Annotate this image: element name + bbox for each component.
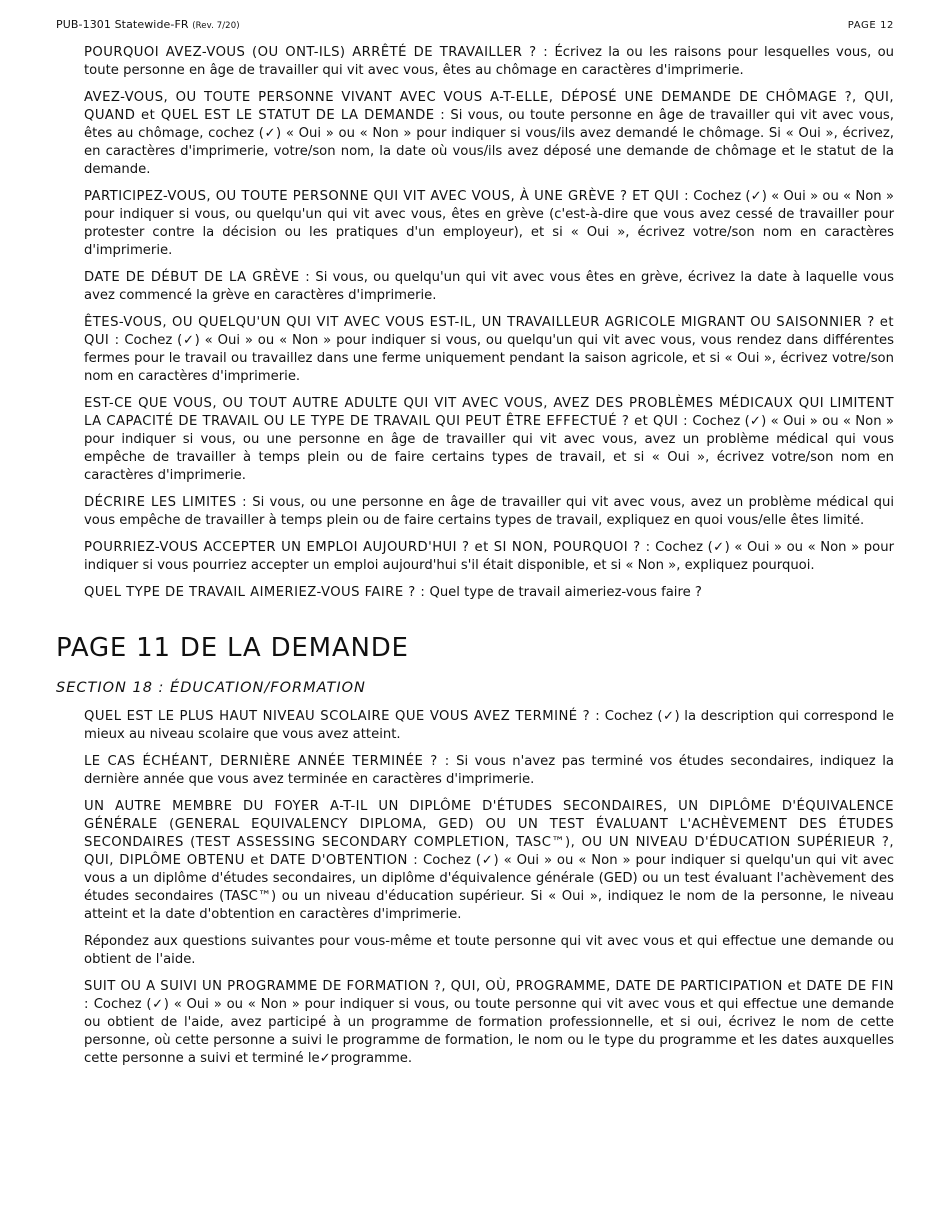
question-label: LE CAS ÉCHÉANT, DERNIÈRE ANNÉE TERMINÉE ? : — [84, 754, 450, 769]
continued-instructions — [84, 44, 894, 602]
instruction-paragraph — [84, 314, 894, 386]
question-instruction: Cochez (✓) « Oui » ou « Non » pour indiquer si vous, ou quelqu'un qui vit avec vous, êtes en grève (c'est-à-dire que vous avez cessé de travailler pour protester contre la décision ou les pratiques d'un employeur), et si « Oui », écrivez votre/son nom en caractères d'imprimerie. — [84, 189, 894, 258]
instruction-paragraph — [84, 269, 894, 305]
instruction-paragraph — [84, 933, 894, 969]
instruction-paragraph — [84, 708, 894, 744]
question-instruction: Cochez (✓) « Oui » ou « Non » pour indiquer si vous, ou une personne en âge de travailler qui vit avec vous, avez un problème médical qui vous empêche de travailler à temps plein ou de faire certains types de travail, et si « Oui », écrivez votre/son nom en caractères d'imprimerie. — [84, 414, 894, 483]
question-label: EST-CE QUE VOUS, OU TOUT AUTRE ADULTE QUI VIT AVEC VOUS, AVEZ DES PROBLÈMES MÉDICAUX QUI LIMITENT LA CAPACITÉ DE TRAVAIL OU LE TYPE DE TRAVAIL QUI PEUT ÊTRE EFFECTUÉ ? et QUI : — [84, 396, 894, 429]
question-instruction: Si vous n'avez pas terminé vos études secondaires, indiquez la dernière année que vous avez terminée en caractères d'imprimerie. — [84, 754, 894, 787]
question-instruction: Répondez aux questions suivantes pour vous-même et toute personne qui vit avec vous et qui effectue une demande ou obtient de l'aide. — [84, 934, 894, 967]
question-instruction: Cochez (✓) « Oui » ou « Non » pour indiquer si quelqu'un qui vit avec vous a un diplôme d'études secondaires, un diplôme d'équivalence générale (GED) ou un test évaluant l'achèvement des études secondaires (TASC™) ou un niveau d'éducation supérieur. Si « Oui », indiquez le nom de la personne, le niveau atteint et la date d'obtention en caractères d'imprimerie. — [84, 853, 894, 922]
question-label: QUEL EST LE PLUS HAUT NIVEAU SCOLAIRE QUE VOUS AVEZ TERMINÉ ? : — [84, 709, 601, 724]
question-label: AVEZ-VOUS, OU TOUTE PERSONNE VIVANT AVEC VOUS A-T-ELLE, DÉPOSÉ UNE DEMANDE DE CHÔMAGE ?, QUI, QUAND et QUEL EST LE STATUT DE LA DEMANDE : — [84, 90, 894, 123]
question-instruction: Quel type de travail aimeriez-vous faire ? — [425, 585, 702, 600]
document-id — [56, 18, 240, 31]
section-title: SECTION 18 : ÉDUCATION/FORMATION — [56, 680, 366, 696]
question-instruction: Cochez (✓) « Oui » ou « Non » pour indiquer si vous, ou quelqu'un qui vit avec vous, vous rendez dans différentes fermes pour le travail ou travaillez dans une ferme uniquement pendant la saison agricole, et si « Oui », écrivez votre/son nom en caractères d'imprimerie. — [84, 333, 894, 384]
instruction-paragraph — [84, 753, 894, 789]
question-instruction: Si vous, ou toute personne en âge de travailler qui vit avec vous, êtes au chômage, cochez (✓) « Oui » ou « Non » pour indiquer si vous/ils avez demandé le chômage. Si « Oui », écrivez, en caractères d'imprimerie, votre/son nom, la date où vous/ils avez déposé une demande de chômage et le statut de la demande. — [84, 108, 894, 177]
question-instruction: Cochez (✓) « Oui » ou « Non » pour indiquer si vous pourriez accepter un emploi aujourd'hui s'il était disponible, et si « Non », expliquez pourquoi. — [84, 540, 894, 573]
instruction-paragraph — [84, 395, 894, 485]
question-label: UN AUTRE MEMBRE DU FOYER A-T-IL UN DIPLÔME D'ÉTUDES SECONDAIRES, UN DIPLÔME D'ÉQUIVALENCE GÉNÉRALE (GENERAL EQUIVALENCY DIPLOMA, GED) OU UN TEST ÉVALUANT L'ACHÈVEMENT DES ÉTUDES SECONDAIRES (TEST ASSESSING SECONDARY COMPLETION, TASC™), OU UN NIVEAU D'ÉDUCATION SUPÉRIEUR ?, QUI, DIPLÔME OBTENU et DATE D'OBTENTION : — [84, 799, 894, 868]
instruction-paragraph — [84, 978, 894, 1068]
instruction-paragraph — [84, 44, 894, 80]
instruction-paragraph — [84, 494, 894, 530]
instruction-paragraph — [84, 188, 894, 260]
instruction-paragraph — [84, 89, 894, 179]
question-instruction: Écrivez la ou les raisons pour lesquelles vous, ou toute personne en âge de travailler qui vit avec vous, êtes au chômage en caractères d'imprimerie. — [84, 45, 894, 78]
question-instruction: Si vous, ou quelqu'un qui vit avec vous êtes en grève, écrivez la date à laquelle vous avez commencé la grève en caractères d'imprimerie. — [84, 270, 894, 303]
question-label: DÉCRIRE LES LIMITES : — [84, 495, 248, 510]
section-18-instructions — [84, 708, 894, 1068]
doc-code: PUB-1301 Statewide-FR — [56, 18, 189, 31]
question-label: DATE DE DÉBUT DE LA GRÈVE : — [84, 270, 311, 285]
doc-revision: (Rev. 7/20) — [192, 21, 240, 31]
question-instruction: Cochez (✓) « Oui » ou « Non » pour indiquer si vous, ou toute personne qui vit avec vous et qui effectue une demande ou obtient de l'aide, avez participé à un programme de formation professionnelle, et si oui, écrivez le nom de cette personne, où cette personne a suivi le programme de formation, le nom ou le type du programme et les dates auxquelles cette personne a suivi et terminé le✓programme. — [84, 997, 894, 1066]
page-header — [56, 18, 894, 36]
instruction-paragraph — [84, 584, 894, 602]
question-label: QUEL TYPE DE TRAVAIL AIMERIEZ-VOUS FAIRE ? : — [84, 585, 426, 600]
question-label: ÊTES-VOUS, OU QUELQU'UN QUI VIT AVEC VOUS EST-IL, UN TRAVAILLEUR AGRICOLE MIGRANT OU SAISONNIER ? et QUI : — [84, 315, 894, 348]
question-label: POURRIEZ-VOUS ACCEPTER UN EMPLOI AUJOURD'HUI ? et SI NON, POURQUOI ? : — [84, 540, 651, 555]
question-instruction: Cochez (✓) la description qui correspond le mieux au niveau scolaire que vous avez atteint. — [84, 709, 894, 742]
page-title: PAGE 11 DE LA DEMANDE — [56, 633, 409, 663]
instruction-paragraph — [84, 539, 894, 575]
question-label: PARTICIPEZ-VOUS, OU TOUTE PERSONNE QUI VIT AVEC VOUS, À UNE GRÈVE ? ET QUI : — [84, 189, 689, 204]
instruction-paragraph — [84, 798, 894, 924]
question-instruction: Si vous, ou une personne en âge de travailler qui vit avec vous, avez un problème médical qui vous empêche de travailler à temps plein ou de faire certains types de travail, expliquez en quoi vous/elle êtes limité. — [84, 495, 894, 528]
page-number: PAGE 12 — [847, 20, 894, 31]
question-label: POURQUOI AVEZ-VOUS (OU ONT-ILS) ARRÊTÉ DE TRAVAILLER ? : — [84, 45, 549, 60]
question-label: SUIT OU A SUIVI UN PROGRAMME DE FORMATION ?, QUI, OÙ, PROGRAMME, DATE DE PARTICIPATION et DATE DE FIN : — [84, 979, 894, 1012]
